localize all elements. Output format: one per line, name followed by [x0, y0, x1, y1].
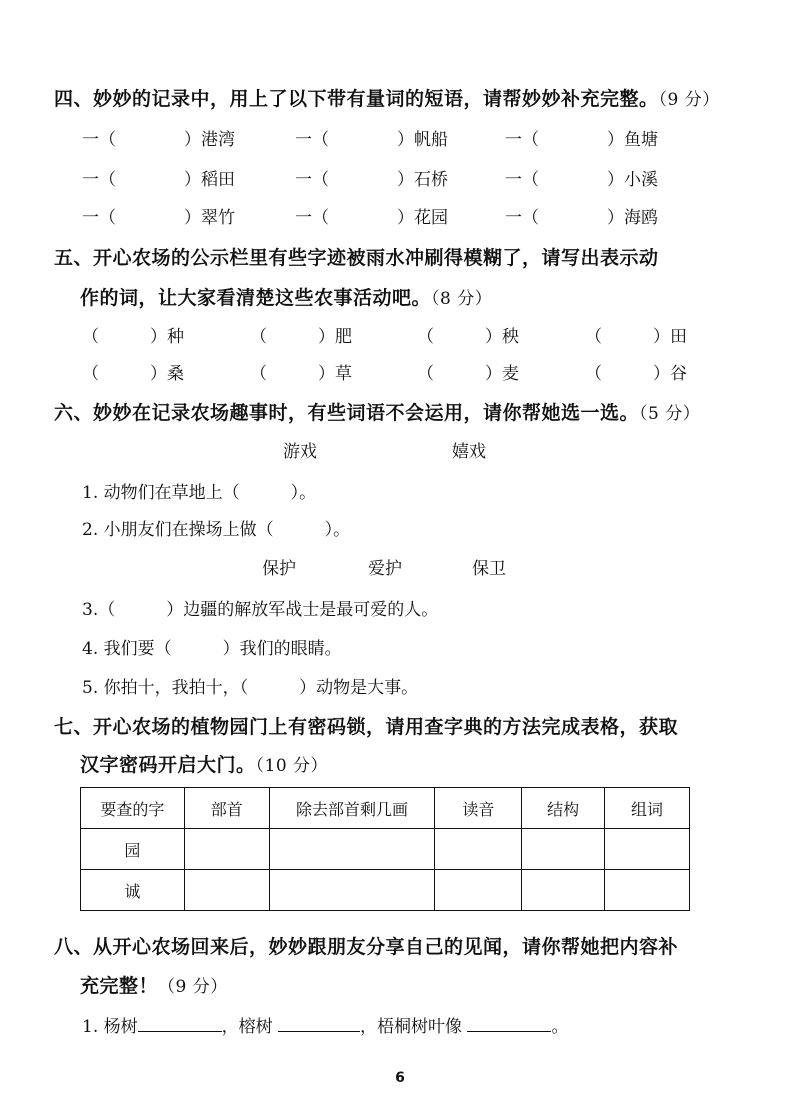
q4-r1-c3[interactable]: 一（ ）鱼塘: [505, 130, 658, 150]
header-strokes: 除去部首剩几画: [269, 788, 435, 829]
q5-score: （8 分）: [431, 289, 493, 309]
q8-score: （9 分）: [158, 977, 228, 997]
q4-title-text: 四、妙妙的记录中，用上了以下带有量词的短语，请帮妙妙补充完整。: [54, 88, 659, 110]
table-header-row: [81, 788, 690, 829]
answer-cell[interactable]: [435, 870, 522, 911]
q6-item-2[interactable]: 2. 小朋友们在操场上做（ ）。: [82, 520, 351, 540]
q5-title-line1: 五、开心农场的公示栏里有些字迹被雨水冲刷得模糊了，请写出表示动: [54, 247, 659, 269]
q6-choice-baohu: 保护: [262, 559, 296, 579]
answer-cell[interactable]: [184, 829, 269, 870]
q6-item-4[interactable]: 4. 我们要（ ）我们的眼睛。: [82, 639, 342, 659]
q8-item1-text-a: 1. 杨树: [82, 1017, 138, 1037]
q5-title-text: 作的词，让大家看清楚这些农事活动吧。: [80, 287, 432, 309]
header-word: 组词: [605, 788, 690, 829]
answer-blank[interactable]: [278, 1015, 360, 1032]
q4-r2-c1[interactable]: 一（ ）稻田: [82, 170, 235, 190]
q4-score: （9 分）: [658, 90, 720, 110]
q5-r2-c1[interactable]: （ ）桑: [82, 364, 184, 384]
q7-score: （10 分）: [255, 756, 329, 776]
answer-blank[interactable]: [467, 1015, 551, 1032]
dictionary-table: [80, 787, 690, 911]
q5-r2-c4[interactable]: （ ）谷: [585, 364, 687, 384]
q5-r1-c4[interactable]: （ ）田: [585, 327, 687, 347]
table-row: [81, 829, 690, 870]
q7-title-line2: [80, 750, 328, 777]
q4-r3-c2[interactable]: 一（ ）花园: [295, 208, 448, 228]
q8-title-line2: [80, 971, 228, 998]
q5-r2-c3[interactable]: （ ）麦: [417, 364, 519, 384]
answer-cell[interactable]: [605, 829, 690, 870]
q5-r2-c2[interactable]: （ ）草: [250, 364, 352, 384]
q8-item1-text-c: ，梧桐树叶像: [360, 1017, 463, 1037]
answer-cell[interactable]: [184, 870, 269, 911]
q8-item1-end: 。: [551, 1017, 569, 1037]
q5-r1-c3[interactable]: （ ）秧: [417, 327, 519, 347]
q8-item-1: [82, 1012, 568, 1037]
q6-choice-youxi: 游戏: [283, 442, 317, 462]
q4-r3-c1[interactable]: 一（ ）翠竹: [82, 208, 235, 228]
q8-title-text: 充完整！: [80, 975, 159, 997]
q4-r1-c2[interactable]: 一（ ）帆船: [295, 130, 448, 150]
q4-r2-c2[interactable]: 一（ ）石桥: [295, 170, 448, 190]
q6-item-5[interactable]: 5. 你拍十，我拍十，（ ）动物是大事。: [82, 678, 419, 698]
answer-cell[interactable]: [269, 829, 435, 870]
q6-title-text: 六、妙妙在记录农场趣事时，有些词语不会运用，请你帮她选一选。: [54, 402, 640, 424]
q6-title: [54, 398, 700, 425]
answer-cell[interactable]: [269, 870, 435, 911]
header-radical: 部首: [184, 788, 269, 829]
header-structure: 结构: [522, 788, 605, 829]
answer-cell[interactable]: [435, 829, 522, 870]
q6-score: （5 分）: [639, 404, 701, 424]
q8-title-line1: 八、从开心农场回来后，妙妙跟朋友分享自己的见闻，请你帮她把内容补: [54, 936, 679, 958]
answer-cell[interactable]: [605, 870, 690, 911]
q5-r1-c1[interactable]: （ ）种: [82, 327, 184, 347]
row-char-cheng: 诚: [81, 870, 185, 911]
q6-choice-baowei: 保卫: [472, 559, 506, 579]
table-row: [81, 870, 690, 911]
row-char-yuan: 园: [81, 829, 185, 870]
answer-blank[interactable]: [138, 1015, 222, 1032]
q8-item1-text-b: ，榕树: [221, 1017, 273, 1037]
page-number: 6: [395, 1070, 405, 1086]
q6-item-1[interactable]: 1. 动物们在草地上（ ）。: [82, 483, 317, 503]
header-pronunciation: 读音: [435, 788, 522, 829]
answer-cell[interactable]: [522, 870, 605, 911]
q5-r1-c2[interactable]: （ ）肥: [250, 327, 352, 347]
q4-r3-c3[interactable]: 一（ ）海鸥: [505, 208, 658, 228]
q7-title-line1: 七、开心农场的植物园门上有密码锁，请用查字典的方法完成表格，获取: [54, 716, 679, 738]
header-char: 要查的字: [81, 788, 185, 829]
q6-choice-xixi: 嬉戏: [452, 442, 486, 462]
q6-choice-aihu: 爱护: [368, 559, 402, 579]
answer-cell[interactable]: [522, 829, 605, 870]
q4-r1-c1[interactable]: 一（ ）港湾: [82, 130, 235, 150]
q5-title-line2: [80, 283, 492, 310]
q7-title-text: 汉字密码开启大门。: [80, 754, 256, 776]
q6-item-3[interactable]: 3.（ ）边疆的解放军战士是最可爱的人。: [82, 600, 439, 620]
q4-r2-c3[interactable]: 一（ ）小溪: [505, 170, 658, 190]
q4-title: [54, 84, 720, 111]
